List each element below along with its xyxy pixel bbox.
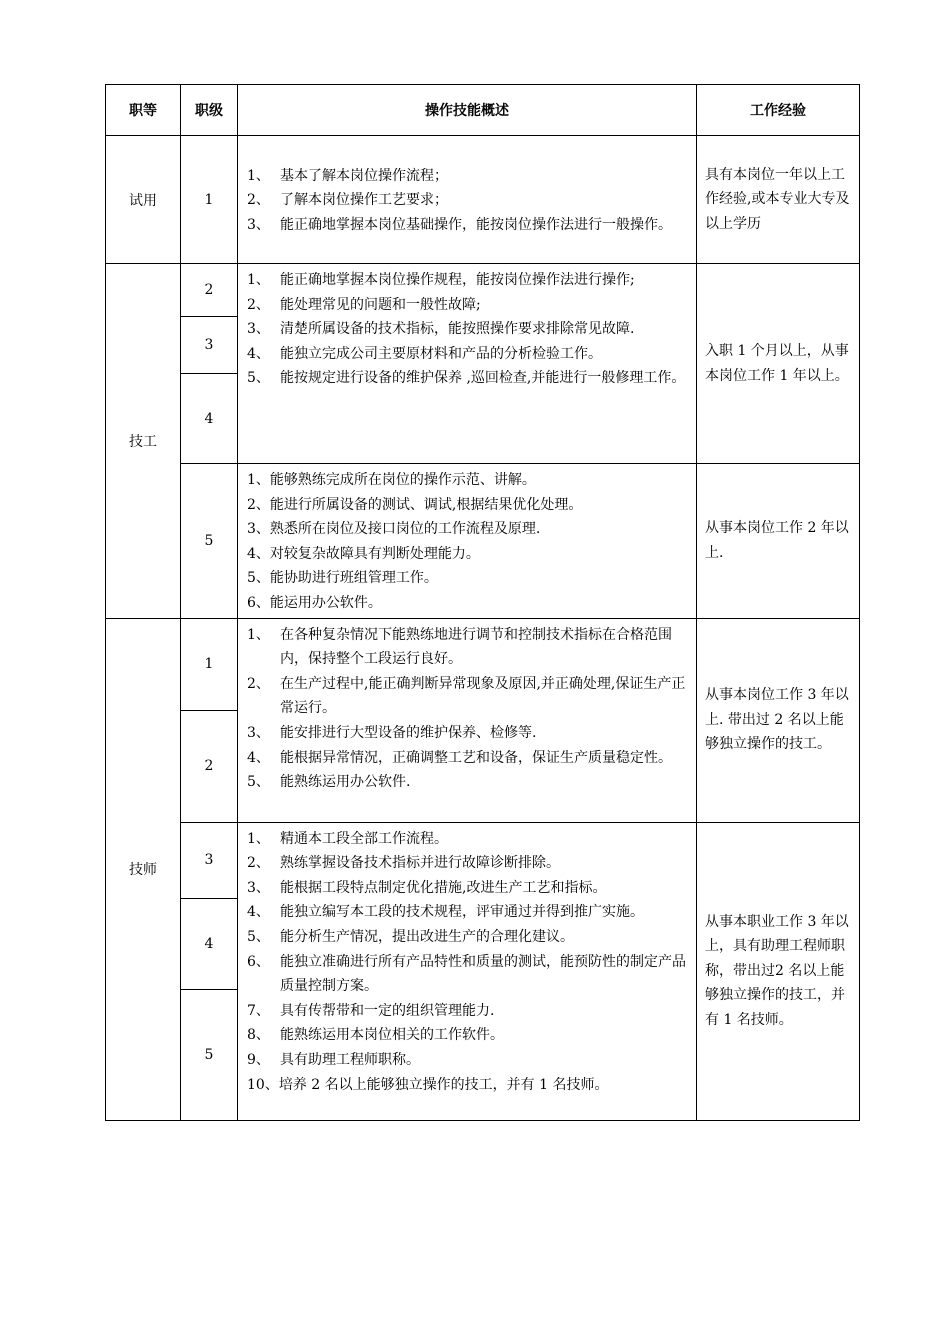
table-row bbox=[106, 822, 860, 898]
rank-cell: 技师 bbox=[106, 618, 181, 1120]
skills-cell bbox=[238, 618, 697, 822]
skill-item: 5、 能分析生产情况，提出改进生产的合理化建议。 bbox=[247, 928, 574, 945]
skills-cell bbox=[238, 264, 697, 464]
experience-cell: 从事本岗位工作 3 年以上. 带出过 2 名以上能够独立操作的技工。 bbox=[697, 618, 860, 822]
header-row bbox=[106, 85, 860, 136]
experience-cell: 从事本职业工作 3 年以上，具有助理工程师职称，带出过2 名以上能够独立操作的技工，并有 1 名技师。 bbox=[697, 822, 860, 1120]
skill-item: 2、 能处理常见的问题和一般性故障; bbox=[247, 296, 481, 313]
skill-item: 4、 对较复杂故障具有判断处理能力。 bbox=[247, 545, 480, 562]
grade-cell: 2 bbox=[181, 710, 238, 822]
grade-cell: 4 bbox=[181, 374, 238, 464]
header-experience: 工作经验 bbox=[697, 85, 860, 136]
table-row bbox=[106, 618, 860, 710]
skill-item: 5、 能熟练运用办公软件. bbox=[247, 774, 411, 791]
grade-cell: 1 bbox=[181, 618, 238, 710]
skill-item: 2、 了解本岗位操作工艺要求； bbox=[247, 192, 448, 209]
skill-item: 5、 能按规定进行设备的维护保养 ,巡回检查,并能进行一般修理工作。 bbox=[247, 370, 686, 387]
table-row bbox=[106, 464, 860, 619]
header-grade: 职级 bbox=[181, 85, 238, 136]
experience-cell: 具有本岗位一年以上工作经验,或本专业大专及以上学历 bbox=[697, 136, 860, 264]
skill-item: 1、 能够熟练完成所在岗位的操作示范、讲解。 bbox=[247, 472, 536, 488]
skills-cell bbox=[238, 136, 697, 264]
skill-item: 10、 培养 2 名以上能够独立操作的技工，并有 1 名技师。 bbox=[247, 1076, 609, 1093]
skill-item: 1、 基本了解本岗位操作流程； bbox=[247, 167, 448, 184]
skill-item: 3、 能根据工段特点制定优化措施,改进生产工艺和指标。 bbox=[247, 879, 607, 896]
skill-item: 5、 能协助进行班组管理工作。 bbox=[247, 570, 438, 587]
skill-item: 9、 具有助理工程师职称。 bbox=[247, 1051, 420, 1068]
skills-cell bbox=[238, 822, 697, 1120]
table-row bbox=[106, 264, 860, 317]
skill-item: 1、 精通本工段全部工作流程。 bbox=[247, 830, 448, 847]
skills-grade-table bbox=[105, 84, 860, 1121]
experience-cell: 入职 1 个月以上，从事本岗位工作 1 年以上。 bbox=[697, 264, 860, 464]
skill-item: 3、 能安排进行大型设备的维护保养、检修等. bbox=[247, 724, 537, 741]
skill-item: 6、 能运用办公软件。 bbox=[247, 594, 382, 611]
skill-item: 6、 能独立准确进行所有产品特性和质量的测试，能预防性的制定产品质量控制方案。 bbox=[247, 953, 686, 995]
skill-item: 3、 清楚所属设备的技术指标，能按照操作要求排除常见故障. bbox=[247, 321, 635, 338]
skill-item: 7、 具有传帮带和一定的组织管理能力. bbox=[247, 1002, 495, 1019]
grade-cell: 5 bbox=[181, 464, 238, 619]
rank-cell: 试用 bbox=[106, 136, 181, 264]
table-row bbox=[106, 136, 860, 264]
header-rank: 职等 bbox=[106, 85, 181, 136]
grade-cell: 4 bbox=[181, 898, 238, 989]
grade-cell: 1 bbox=[181, 136, 238, 264]
skill-item: 3、 熟悉所在岗位及接口岗位的工作流程及原理. bbox=[247, 521, 541, 538]
grade-cell: 3 bbox=[181, 822, 238, 898]
grade-cell: 3 bbox=[181, 317, 238, 374]
experience-cell: 从事本岗位工作 2 年以上. bbox=[697, 464, 860, 619]
grade-cell: 2 bbox=[181, 264, 238, 317]
skill-item: 2、 在生产过程中,能正确判断异常现象及原因,并正确处理,保证生产正常运行。 bbox=[247, 675, 686, 717]
skill-item: 3、 能正确地掌握本岗位基础操作，能按岗位操作法进行一般操作。 bbox=[247, 216, 672, 233]
grade-cell: 5 bbox=[181, 989, 238, 1120]
skill-item: 8、 能熟练运用本岗位相关的工作软件。 bbox=[247, 1027, 504, 1044]
skills-cell bbox=[238, 464, 697, 619]
skill-item: 4、 能根据异常情况，正确调整工艺和设备，保证生产质量稳定性。 bbox=[247, 749, 672, 766]
skill-item: 4、 能独立编写本工段的技术规程，评审通过并得到推广实施。 bbox=[247, 904, 644, 921]
skill-item: 1、 能正确地掌握本岗位操作规程，能按岗位操作法进行操作; bbox=[247, 272, 635, 288]
skill-item: 2、 能进行所属设备的测试、调试,根据结果优化处理。 bbox=[247, 496, 583, 513]
skill-item: 4、 能独立完成公司主要原材料和产品的分析检验工作。 bbox=[247, 345, 602, 362]
header-skills: 操作技能概述 bbox=[238, 85, 697, 136]
skill-item: 1、 在各种复杂情况下能熟练地进行调节和控制技术指标在合格范围内，保持整个工段运行良好。 bbox=[247, 626, 672, 668]
skill-item: 2、 熟练掌握设备技术指标并进行故障诊断排除。 bbox=[247, 855, 560, 872]
rank-cell: 技工 bbox=[106, 264, 181, 619]
